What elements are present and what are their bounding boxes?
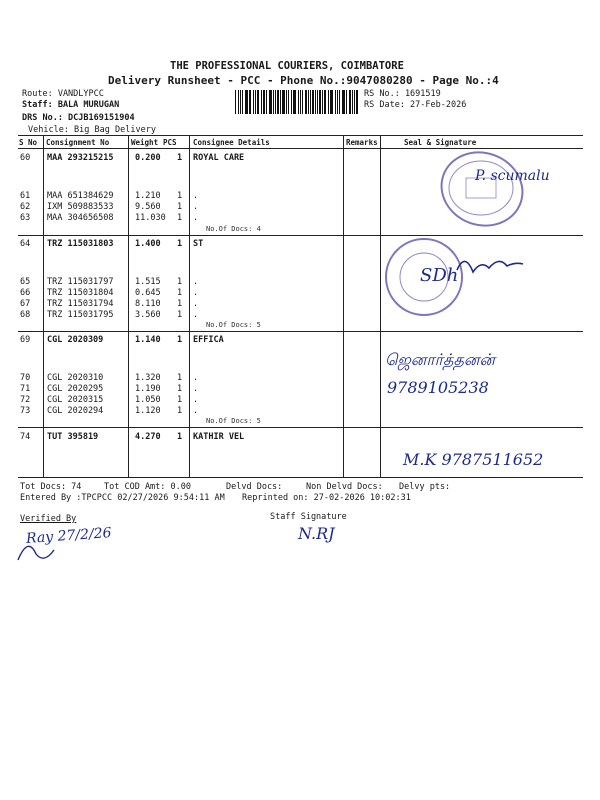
- barcode-bar: [255, 90, 256, 114]
- tot-docs: Tot Docs: 74: [20, 482, 82, 492]
- col-divider: [380, 135, 381, 477]
- barcode-bar: [312, 90, 313, 114]
- row-consignment: MAA 304656508: [47, 213, 114, 223]
- vehicle-label: Vehicle: Big Bag Delivery: [28, 125, 156, 135]
- barcode-bar: [328, 90, 329, 114]
- barcode-bar: [269, 90, 270, 114]
- row-sno: 60: [20, 153, 31, 163]
- row-sno: 71: [20, 384, 31, 394]
- signature-royal-care: P. scumalu: [475, 168, 550, 184]
- row-sno: 64: [20, 239, 31, 249]
- row-pcs: 1: [177, 432, 183, 442]
- row-consignment: TRZ 115031797: [47, 277, 114, 287]
- row-sno: 70: [20, 373, 31, 383]
- tot-cod-amt: Tot COD Amt: 0.00: [104, 482, 191, 492]
- barcode-bar: [337, 90, 338, 114]
- row-weight: 1.140: [135, 335, 161, 345]
- row-pcs: 1: [177, 239, 183, 249]
- delvd-docs: Delvd Docs:: [226, 482, 283, 492]
- row-pcs: 1: [177, 335, 183, 345]
- barcode-bar: [270, 90, 271, 114]
- barcode-bar: [324, 90, 326, 114]
- staff-signature: N.RJ: [298, 524, 335, 543]
- barcode-bar: [273, 90, 274, 114]
- row-consignee: ST: [193, 239, 204, 249]
- col-remarks: Remarks: [346, 138, 378, 147]
- barcode-bar: [352, 90, 353, 114]
- drs-no-label: DRS No.: DCJB169151904: [22, 113, 135, 123]
- row-consignee: .: [193, 277, 199, 287]
- row-consignment: TUT 395819: [47, 432, 99, 442]
- barcode-bar: [308, 90, 309, 114]
- col-seal: Seal & Signature: [404, 138, 477, 147]
- barcode-bar: [294, 90, 295, 114]
- barcode-bar: [235, 90, 236, 114]
- table-header-rule: [18, 148, 583, 149]
- row-consignee: .: [193, 395, 199, 405]
- signature-kathir-vel: M.K 9787511652: [403, 450, 544, 469]
- row-consignee: .: [193, 288, 199, 298]
- barcode-bar: [356, 90, 357, 114]
- barcode-bar: [286, 90, 287, 114]
- row-weight: 3.560: [135, 310, 161, 320]
- barcode-bar: [305, 90, 307, 114]
- barcode-bar: [250, 90, 251, 114]
- hospital-seal-ring: [436, 150, 526, 226]
- col-weight: Weight: [131, 138, 159, 147]
- barcode-bar: [335, 90, 336, 114]
- table-bottom-rule: [18, 477, 583, 478]
- row-consignment: CGL 2020294: [47, 406, 104, 416]
- row-consignment: IXM 509883533: [47, 202, 114, 212]
- row-weight: 1.120: [135, 406, 161, 416]
- barcode-bar: [302, 90, 303, 114]
- row-sno: 62: [20, 202, 31, 212]
- reprinted-on: Reprinted on: 27-02-2026 10:02:31: [242, 493, 411, 503]
- row-sno: 68: [20, 310, 31, 320]
- row-consignee: .: [193, 384, 199, 394]
- rs-no-label: RS No.: 1691519: [364, 89, 441, 99]
- verified-signature-stroke: [14, 530, 74, 566]
- row-consignee: KATHIR VEL: [193, 432, 245, 442]
- row-consignment: TRZ 115031804: [47, 288, 114, 298]
- col-divider: [43, 135, 44, 477]
- barcode-bar: [280, 90, 281, 114]
- row-consignee: .: [193, 406, 199, 416]
- docs-count: No.Of Docs: 5: [206, 417, 261, 425]
- row-weight: 1.400: [135, 239, 161, 249]
- row-sno: 73: [20, 406, 31, 416]
- staff-signature-label: Staff Signature: [270, 512, 347, 522]
- row-pcs: 1: [177, 213, 183, 223]
- barcode-bar: [342, 90, 343, 114]
- row-consignment: CGL 2020309: [47, 335, 104, 345]
- row-sno: 61: [20, 191, 31, 201]
- row-pcs: 1: [177, 373, 183, 383]
- barcode-bar: [275, 90, 276, 114]
- verified-signature: Ray 27/2/26: [25, 525, 113, 547]
- row-consignment: CGL 2020295: [47, 384, 104, 394]
- row-pcs: 1: [177, 384, 183, 394]
- barcode-bar: [343, 90, 344, 114]
- row-consignment: TRZ 115031794: [47, 299, 114, 309]
- barcode-bar: [319, 90, 320, 114]
- signature-st: SDh: [420, 265, 459, 286]
- row-pcs: 1: [177, 288, 183, 298]
- rs-date-label: RS Date: 27-Feb-2026: [364, 100, 467, 110]
- barcode-bar: [339, 90, 340, 114]
- col-divider: [343, 135, 344, 477]
- col-divider: [128, 135, 129, 477]
- row-pcs: 1: [177, 299, 183, 309]
- barcode-bar: [282, 90, 284, 114]
- col-consignment: Consignment No: [46, 138, 110, 147]
- barcode-bar: [266, 90, 267, 114]
- barcode-bar: [315, 90, 316, 114]
- col-sno: S No: [19, 138, 38, 147]
- row-consignment: CGL 2020310: [47, 373, 104, 383]
- barcode-bar: [310, 90, 311, 114]
- row-weight: 8.110: [135, 299, 161, 309]
- row-consignee: ROYAL CARE: [193, 153, 245, 163]
- staff-label: Staff: BALA MURUGAN: [22, 100, 120, 110]
- runsheet-subtitle: Delivery Runsheet - PCC - Phone No.:9047080280 - Page No.:4: [108, 74, 499, 87]
- row-consignment: CGL 2020315: [47, 395, 104, 405]
- company-title: THE PROFESSIONAL COURIERS, COIMBATORE: [170, 60, 404, 72]
- barcode-bar: [277, 90, 278, 114]
- row-pcs: 1: [177, 191, 183, 201]
- row-consignee: .: [193, 213, 199, 223]
- barcode-bar: [240, 90, 241, 114]
- row-consignment: MAA 651384629: [47, 191, 114, 201]
- barcode-bar: [346, 90, 347, 114]
- barcode-bar: [322, 90, 323, 114]
- row-sno: 69: [20, 335, 31, 345]
- barcode-bar: [263, 90, 265, 114]
- row-pcs: 1: [177, 277, 183, 287]
- row-sno: 63: [20, 213, 31, 223]
- entered-by: Entered By :TPCPCC 02/27/2026 9:54:11 AM: [20, 493, 225, 503]
- col-divider: [189, 135, 190, 477]
- signature-effica-phone: 9789105238: [387, 378, 489, 397]
- barcode-bar: [242, 90, 243, 114]
- barcode-bar: [317, 90, 318, 114]
- non-delvd-docs: Non Delvd Docs:: [306, 482, 383, 492]
- barcode-bar: [288, 90, 289, 114]
- row-pcs: 1: [177, 202, 183, 212]
- barcode-bar: [349, 90, 351, 114]
- barcode-bar: [298, 90, 299, 114]
- row-weight: 1.210: [135, 191, 161, 201]
- group-rule: [18, 235, 583, 236]
- row-pcs: 1: [177, 406, 183, 416]
- row-weight: 1.050: [135, 395, 161, 405]
- row-weight: 1.190: [135, 384, 161, 394]
- barcode-bar: [257, 90, 258, 114]
- row-consignee: .: [193, 310, 199, 320]
- barcode-graphic: [235, 90, 359, 114]
- barcode-bar: [293, 90, 294, 114]
- row-consignee: .: [193, 299, 199, 309]
- row-consignee: .: [193, 191, 199, 201]
- row-consignee: .: [193, 202, 199, 212]
- row-sno: 72: [20, 395, 31, 405]
- row-consignment: TRZ 115031795: [47, 310, 114, 320]
- row-sno: 65: [20, 277, 31, 287]
- barcode-bar: [330, 90, 331, 114]
- barcode-bar: [261, 90, 262, 114]
- signature-effica-name: ஜெனார்த்தனன்: [385, 350, 495, 369]
- group-rule: [18, 427, 583, 428]
- route-label: Route: VANDLYPCC: [22, 89, 104, 99]
- barcode-bar: [300, 90, 301, 114]
- row-sno: 74: [20, 432, 31, 442]
- delvy-pts: Delvy pts:: [399, 482, 451, 492]
- row-weight: 0.200: [135, 153, 161, 163]
- row-weight: 4.270: [135, 432, 161, 442]
- group-rule: [18, 331, 583, 332]
- row-weight: 9.560: [135, 202, 161, 212]
- row-weight: 1.320: [135, 373, 161, 383]
- row-weight: 0.645: [135, 288, 161, 298]
- verified-by-label: Verified By: [20, 514, 77, 524]
- docs-count: No.Of Docs: 5: [206, 321, 261, 329]
- row-consignee: .: [193, 373, 199, 383]
- row-weight: 11.030: [135, 213, 166, 223]
- barcode-bar: [249, 90, 250, 114]
- col-pcs: PCS: [163, 138, 177, 147]
- col-consignee: Consignee Details: [193, 138, 270, 147]
- barcode-bar: [331, 90, 332, 114]
- row-consignment: TRZ 115031803: [47, 239, 114, 249]
- row-pcs: 1: [177, 395, 183, 405]
- row-sno: 67: [20, 299, 31, 309]
- table-top-rule: [18, 135, 583, 136]
- barcode-bar: [291, 90, 292, 114]
- signature-flourish: [455, 250, 525, 280]
- row-sno: 66: [20, 288, 31, 298]
- barcode-bar: [245, 90, 247, 114]
- docs-count: No.Of Docs: 4: [206, 225, 261, 233]
- barcode-bar: [354, 90, 355, 114]
- row-pcs: 1: [177, 153, 183, 163]
- barcode-bar: [253, 90, 254, 114]
- barcode-bar: [238, 90, 239, 114]
- row-consignee: EFFICA: [193, 335, 224, 345]
- row-weight: 1.515: [135, 277, 161, 287]
- row-pcs: 1: [177, 310, 183, 320]
- row-consignment: MAA 293215215: [47, 153, 114, 163]
